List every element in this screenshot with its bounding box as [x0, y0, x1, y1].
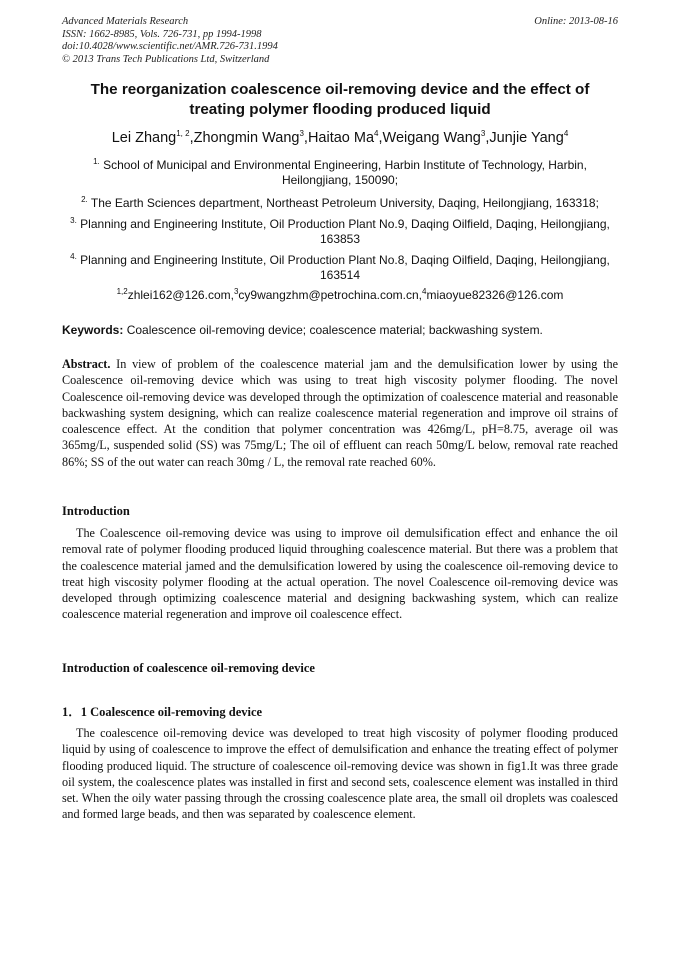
- email-address: cy9wangzhm@petrochina.com.cn,: [238, 288, 423, 302]
- affiliation-mark: 4.: [70, 252, 77, 261]
- author-name: Junjie Yang: [489, 130, 564, 146]
- paper-title: The reorganization coalescence oil-removing device and the effect of treating polymer flooding produced liquid: [90, 81, 590, 118]
- affiliation-mark: 1.: [93, 157, 100, 166]
- keywords-label: Keywords:: [62, 323, 124, 337]
- email-address: miaoyue82326@126.com: [426, 288, 564, 302]
- email-address: zhlei162@126.com,: [127, 288, 234, 302]
- journal-name: Advanced Materials Research: [62, 16, 189, 27]
- introduction-paragraph: The Coalescence oil-removing device was using to improve oil demulsification effect and enhance the oil removal rate of polymer flooding produced liquid throughing coalescence material. But there was a problem that the coalescence material jamed and the demulsification lowered by using the coalescence oil-removing device to treat high viscosity polymer flooding at the actual operation. The novel Coalescence oil-removing device was developed through optimizing coalescence material and designing backwashing system, which can realize coalescence material regeneration and improve oil coalescence effect.: [62, 526, 618, 622]
- subsection-heading-1-1: 1．1 Coalescence oil-removing device: [62, 705, 263, 719]
- abstract-text: In view of problem of the coalescence material jam and the demulsification lower by using the Coalescence oil-removing device which was using to treat high viscosity polymer flooding. The novel Coalescence oil-removing device was developed through the optimization of coalescence material and reasonable backwashing system designing, which can realize coalescence material regeneration and improve oil strains of coalescence effect. At the condition that polymer concentration was 426mg/L, pH=8.75, average oil was 365mg/L, suspended solid (SS) was 75mg/L; The oil of effluent can reach 50mg/L below, removal rate reached 86%; SS of the out water can reach 30mg / L, the removal rate reached 60%.: [62, 357, 619, 469]
- author-affiliation-mark: 3: [299, 129, 304, 139]
- section-heading-introduction: Introduction: [62, 504, 130, 518]
- issn-line: ISSN: 1662-8985, Vols. 726-731, pp 1994-1998: [62, 28, 262, 40]
- online-date: Online: 2013-08-16: [534, 16, 618, 27]
- author-name: Lei Zhang: [111, 130, 177, 146]
- section-heading-device: Introduction of coalescence oil-removing device: [62, 661, 315, 675]
- email-mark: 4: [422, 287, 427, 296]
- abstract-label: Abstract.: [62, 357, 111, 371]
- author-emails: [62, 288, 618, 303]
- email-mark: 1,2: [116, 287, 128, 296]
- affiliation-text: School of Municipal and Environmental Engineering, Harbin Institute of Technology, Harbin, Heilongjiang, 150090;: [103, 158, 587, 187]
- author-name: Haitao Ma: [307, 130, 375, 146]
- affiliation-4: [62, 253, 618, 283]
- affiliation-text: Planning and Engineering Institute, Oil Production Plant No.9, Daqing Oilfield, Daqing, Heilongjiang, 163853: [80, 217, 610, 246]
- author-affiliation-mark: 3: [480, 129, 486, 139]
- author-list: Lei Zhang$^{1, 2}$,Zhongmin Wang$^3$,Haitao Ma$^4$,Weigang Wang$^3$,Junjie Yang$^4$: [111, 129, 569, 146]
- affiliation-3: [62, 217, 618, 247]
- author-affiliation-mark: 4: [374, 129, 379, 139]
- doi-line: doi:10.4028/www.scientific.net/AMR.726-731.1994: [62, 41, 278, 52]
- subsection-1-1-paragraph: The coalescence oil-removing device was developed to treat high viscosity of polymer flooding produced liquid by using of coalescence to improve the effect of demulsification and enhance the treating effect of polymer flooding produced liquid. The structure of coalescence oil-removing device was shown in fig1.It was three grade oil system, the coalescence plates was installed in first and second sets, coalescence element was installed in third set. When the oily water passing through the crossing coalescence plate area, the small oil droplets was coalesced and formed large beads, and then was separated by coalescence element.: [62, 726, 618, 822]
- email-mark: 3: [233, 287, 239, 296]
- keywords: [62, 323, 618, 338]
- affiliation-2: [62, 196, 618, 211]
- keywords-text: Coalescence oil-removing device; coalescence material; backwashing system.: [126, 323, 543, 337]
- author-affiliation-mark: 1, 2: [176, 129, 190, 139]
- affiliation-mark: 3.: [70, 216, 77, 225]
- author-affiliation-mark: 4: [563, 129, 569, 139]
- affiliation-text: Planning and Engineering Institute, Oil Production Plant No.8, Daqing Oilfield, Daqing, Heilongjiang, 163514: [80, 253, 610, 282]
- affiliation-1: [62, 158, 618, 188]
- author-name: Weigang Wang: [382, 130, 481, 146]
- abstract: [62, 356, 618, 470]
- copyright-line: © 2013 Trans Tech Publications Ltd, Switzerland: [62, 53, 270, 65]
- affiliation-text: The Earth Sciences department, Northeast Petroleum University, Daqing, Heilongjiang, 163318;: [90, 196, 599, 210]
- author-name: Zhongmin Wang: [193, 130, 300, 146]
- journal-header: [62, 16, 618, 66]
- affiliation-mark: 2.: [81, 195, 88, 204]
